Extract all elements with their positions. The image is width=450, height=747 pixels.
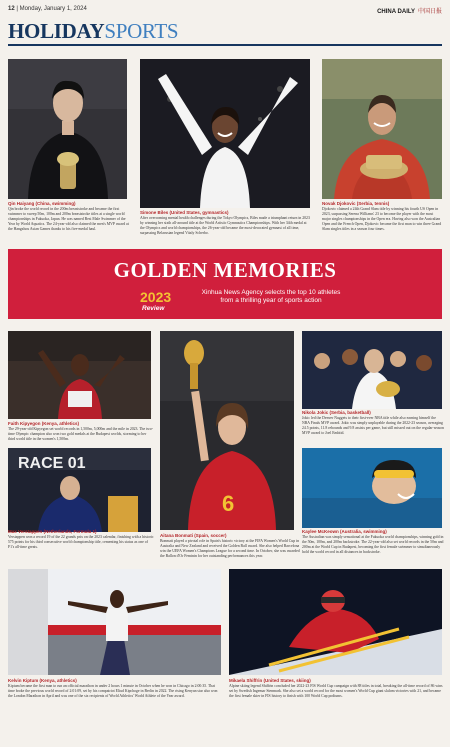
issue-date: Monday, January 1, 2024: [19, 6, 87, 12]
photo-simone-biles: [140, 59, 310, 208]
athlete-story: Kiptum became the first man to run an official marathon in under 2 hours 1 minute in October when he won in Chicago in 2:00:35. That time broke the previous world record of 2:01:09, set by his compatriot Eliud Kipchoge in Berlin in 2022. The rising Kenyan star also won the London Marathon in April and was one of the six recipients of World Athletics' World Athlete of the Year award.: [8, 684, 218, 698]
newspaper-brand: [377, 6, 442, 15]
story-faith-kipyegon: [8, 421, 154, 442]
athlete-name: Kelvin Kiptum (Kenya, athletics): [8, 678, 77, 683]
story-qin-haiyang: [8, 201, 132, 232]
logo-word: Review: [142, 305, 165, 312]
story-aitana-bonmati: [160, 533, 300, 559]
athlete-story: Bonmati played a pivotal role in Spain's historic victory at the FIFA Women's World Cup in Australia and New Zealand and received the Golden Ball award. She also helped Barcelona win the UEFA Women's Champions League for a second time. In October, she was awarded the Ballon d'Or Feminin for her outstanding performances this year.: [160, 539, 300, 558]
review-logo: [140, 289, 180, 315]
story-mikaela-shiffrin: [229, 678, 443, 699]
story-kaylee-mckeown: [302, 529, 444, 555]
photo-aitana-bonmati: [160, 331, 294, 530]
photo-novak-djokovic: [322, 59, 442, 199]
photo-kaylee-mckeown: [302, 448, 442, 528]
photo-faith-kipyegon: [8, 331, 151, 419]
logo-year: 2023: [140, 289, 172, 305]
photo-kelvin-kiptum: [8, 569, 221, 675]
athlete-name: Simone Biles (United States, gymnastics): [140, 210, 229, 215]
section-title: [8, 19, 178, 43]
athlete-name: Novak Djokovic (Serbia, tennis): [322, 201, 390, 206]
page-header: [8, 6, 442, 18]
brand-name: CHINA DAILY: [377, 9, 415, 15]
section-title-sports: SPORTS: [104, 19, 179, 43]
story-kelvin-kiptum: [8, 678, 222, 699]
athlete-story: The Australian was simply sensational at the Fukuoka world championships, winning gold in the 50m, 100m, and 200m backstroke. The 22-year-old also set world records in the 50m and 200m at the World Cup in Budapest, becoming the first female swimmer to simultaneously hold the world record in all distances in backstroke.: [302, 535, 444, 554]
svg-text:6: 6: [222, 491, 235, 516]
svg-text:RACE 01: RACE 01: [18, 455, 86, 472]
brand-name-chinese: 中国日报: [417, 9, 442, 15]
page-number: 12: [8, 6, 15, 12]
story-nikola-jokic: [302, 410, 444, 436]
athlete-name: Aitana Bonmati (Spain, soccer): [160, 533, 227, 538]
athlete-name: Mikaela Shiffrin (United States, skiing): [229, 678, 311, 683]
story-simone-biles: [140, 210, 312, 236]
photo-qin-haiyang: [8, 59, 127, 199]
section-title-holiday: HOLIDAY: [8, 19, 105, 43]
athlete-name: Qin Haiyang (China, swimming): [8, 201, 76, 206]
story-novak-djokovic: [322, 201, 442, 232]
story-max-verstappen: [8, 529, 154, 550]
athlete-story: Qin broke the world record in the 200m breaststroke and became the first swimmer to sweep 50m, 100m and 200m breaststroke titles at a single world championships in Fukuoka, Japan. He was named Best Male Swimmer of the Year by World Aquatics. The 24-year-old also claimed the men's MVP award at the Hangzhou Asian Games thanks to his five-medal haul.: [8, 207, 129, 231]
banner-subtitle: Xinhua News Agency selects the top 10 athletes from a thrilling year of sports action: [201, 289, 341, 304]
athlete-name: Max Verstappen (Netherlands, Formula 1): [8, 529, 97, 534]
athlete-story: The 29-year-old Kipyegon set world records in 1,500m, 5,000m and the mile in 2023. The two-time Olympic champion also won two gold medals at the Budapest worlds, storming to her third world title in the women's 1,500m.: [8, 427, 154, 441]
photo-max-verstappen: [8, 448, 151, 532]
athlete-story: Verstappen won a record 19 of the 22 grands prix on the 2023 calendar, finishing with a historic 575 points for his third consecutive world championship title, cementing his status as one of F1's all-time greats.: [8, 535, 154, 549]
photo-mikaela-shiffrin: [229, 569, 442, 675]
photo-nikola-jokic: [302, 331, 442, 409]
athlete-story: Djokovic claimed a 24th Grand Slam title by winning his fourth US Open in 2023, surpassing Serena Williams' 23 to become the player with the most major singles championships in the Open era. Having also won the Australian Open and the French Open, Djokovic became the first man to win three Grand Slam singles titles in a season four times.: [322, 207, 442, 231]
separator: |: [16, 6, 20, 12]
athlete-name: Nikola Jokic (Serbia, basketball): [302, 410, 371, 415]
athlete-story: After overcoming mental health challenges during the Tokyo Olympics, Biles made a triumphant return in 2023 by winning her sixth all-around title at the World Artistic Gymnastics Championships. With her 34th medal at the Olympics and world championships, the 26-year-old became the most-decorated gymnast of all time, surpassing Belarusian legend Vitaly Scherbo.: [140, 216, 310, 235]
athlete-story: Alpine skiing legend Shiffrin concluded her 2022-23 FIS World Cup campaign with 88 titles in total, breaking the all-time record of 86 wins set by Swedish Ingemar Stenmark. She also set a world record for the most women's World Cup giant slalom victories with 21, and became the first female skier in FIS history to finish with 100 World Cup podiums.: [229, 684, 443, 698]
banner-title: GOLDEN MEMORIES: [113, 258, 337, 282]
header-rule: [8, 44, 442, 46]
athlete-story: Jokic led the Denver Nuggets to their first-ever NBA title while also earning himself the NBA Finals MVP award. Jokic was simply unplayable during the 2022-23 season, averaging 24.5 points, 11.8 rebounds and 9.8 assists per game, but still missed out on the regular-season MVP award to Joel Embiid.: [302, 416, 444, 435]
athlete-name: Kaylee McKeown (Australia, swimming): [302, 529, 387, 534]
golden-memories-banner: [8, 249, 442, 319]
athlete-name: Faith Kipyegon (Kenya, athletics): [8, 421, 80, 426]
